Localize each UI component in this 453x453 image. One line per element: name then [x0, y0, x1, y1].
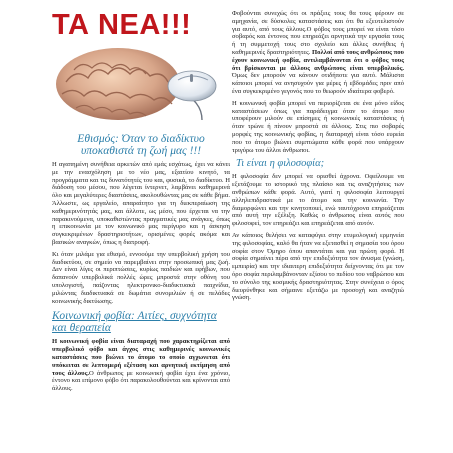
brain-icon [52, 46, 230, 130]
brain-mouse-illustration [52, 46, 230, 130]
left-column [52, 10, 230, 397]
article-heading-philosophy: Τι είναι η φιλοσοφία; [236, 158, 325, 170]
page-title: ΤΑ ΝΕΑ!!! [52, 9, 192, 41]
right-column [232, 10, 404, 306]
article-heading-social-phobia: Κοινωνική φοβία: Αιτίες, συχνότητα και θεραπεία [52, 310, 217, 335]
bold-text: Η κοινωνική φοβία είναι διαταραχή που χαρακτηρίζεται από υπερβολικό φόβο και άγχος στις καθημερινές κοινωνικές καταστάσεις που βιώνει το άτομο το οποίο αγχωνεται ότι υπόκειται σε λεπτομερή εξέταση και αρνητική εκτίμηση από τους άλλους. [52, 338, 230, 377]
paragraph: Η κοινωνική φοβία είναι διαταραχή που χαρακτηρίζεται από υπερβολικό φόβο και άγχος στις καθημερινές κοινωνικές καταστάσεις που βιώνει το άτομο το οποίο αγχωνεται ότι υπόκειται σε λεπτομερή εξέταση και αρνητική εκτίμηση από τους άλλους.Ο άνθρωπος με κοινωνική φοβία έχει ένα χρόνιο, έντονο και επίμονο φόβο ότι παρακολουθούνται και κρίνονται από άλλους. [52, 338, 230, 393]
paragraph: Αν κάποιος θελήσει να καταφύγει στην ετυμολογική ερμηνεία της φιλοσοφίας, καλό θα ήταν να εξετασθεί η σημασία του όρου σοφία στον Όμηρο όπου απαντάται και για πρώτη φορά. Η σοφία σημαίνει πέρα από την επιδεξιότητα τον άνυσμα (γνώση, εμπειρία) και την ιδιαιτερη επιδεξιότητα δείχνοντας ότι με τον όρο σοφία περιλαμβάνονταν εξίσου το πεδίου του ναβρώπου και το σύνολο της κοσμικής δραστηριότητας. Στην συνέχεια ο όρος διευρύνθηκε και σήμαινε εξετάζω με προσοχή και αναζητώ γνώση. [232, 231, 404, 302]
paragraph: Η φιλοσοφία δεν μπορεί να ορισθεί άχρονα. Οφείλουμε να εξετάζουμε το ιστορικό της πλαίσιο και τις αναζητήσεις των ανθρώπων κάθε φορά. Αυτό, γιατί η φιλοσοφία λειτουργεί αλληλεπιδραστικά με το άτομο και την κοινωνία. Την διαμορφώνει και την κινητοποιεί, ενώ ταυτόχρονα επηρεάζεται από αυτή την εξέλιξη. Καθώς ο άνθρωπος είναι αυτός που φιλοσοφεί, τον επηρεάζει και επηρεάζεται από αυτόν. [232, 173, 404, 228]
paragraph: Κι όταν μιλάμε για εθισμό, εννοούμε την υπερβολική χρήση του διαδικτύου, σε σημείο να παρεμβαίνει στην προσωπική μας ζωή. Δεν είναι λίγες οι περιπτώσεις, κυρίως παιδιών και εφήβων, που δαπανούν υπερβολικά πολλές ώρες μπροστά στην οθόνη του υπολογιστή, παίζοντας ηλεκτρονικο-διαδικτυακά παιχνίδια, μιλώντας διαδικτυακά σε δωμάτια συνομιλιών ή σε πελάδες κοινωνικής δικτύωσης. [52, 250, 230, 305]
paragraph: Φοβούνται συνεχώς ότι οι πράξεις τους θα τους φέρουν σε αμηχανία, σε δύσκολες καταστάσεις και ότι θα εξευτελιστούν για αυτό, από τους άλλους.Ο φόβος τους μπορεί να είναι τόσο σοβαρός και έντονος που επηρεάζει αρνητικά την εργασία τους ή τη συμμετοχή τους στο σχολείο και άλλες συνήθεις ή καθημερινές δραστηριότητες. Πολλοί από τους ανθρώπους που έχουν κοινωνική φοβία, αντιλαμβάνονται ότι ο φόβος τους ότι βρίσκονται με άλλους ανθρώπους είναι υπερβολικός. Όμως δεν μπορούν να κάνουν οτιδήποτε για αυτό. Μάλιστα κάποιοι μπορεί να ανησυχούν για μέρες ή εβδομάδες πριν από ένα συγκεκριμένο γεγονός που το θεωρούν ιδιαίτερα φοβερό. [232, 10, 404, 95]
paragraph: Η αγαπημένη συνήθεια αρκετών από εμάς εσχάτως, έχει να κάνει με την ενασχόληση με το νέο μας, εξαιτίου κινητό, τα προγράμματα και τις δυνατότητές του και, φυσικά, το διαδίκτυο. Η διάδοση του μέσου, που λέγεται ίντερνετ, λαμβάνει καθημερινά όλο και μεγαλύτερες διαστάσεις, ακολουθώντας μας σε κάθε βήμα. Άλλωστε, ως εργαλείο, απαραίτητο για τη διεκπεραίωση της καθημερινότητάς μας, και άλλοτε, ως μέσο, που έρχεται να την παρακινούμενα, υποκαθιστώντας πραγματικές μας ανάγκες, όπως η επικοινωνία με τον κοινωνικό μας περίγυρο και η άσκηση συγκεκριμένων δραστηριοτήτων, ορισμένες φορές ακόμα και βασικών αναγκών, όπως η διατροφή. [52, 161, 230, 246]
bold-text: Πολλοί από τους ανθρώπους που έχουν κοινωνική φοβία, αντιλαμβάνονται ότι ο φόβος τους ότι βρίσκονται με άλλους ανθρώπους είναι υπερβολικός. [232, 48, 404, 72]
paragraph: Η κοινωνική φοβία μπορεί να περιορίζεται σε ένα μόνο είδος καταστάσεων όπως για παράδειγμα όταν το άτομο που υποφέρουν μιλούν σε επίσημες ή κοινωνικές καταστάσεις ή όταν τρώνε ή πίνουν μπροστά σε άλλους. Στις πιο σοβαρές μορφές της κοινωνικής φοβίας, η διαταραχή είναι τόσο ευρεία που το άτομο βιώνει συμπτώματα κάθε φορά που υπάρχουν τριγύρω του άλλοι άνθρωποι. [232, 99, 404, 154]
article-heading-internet-addiction: Εθισμός: Όταν το διαδίκτυο υποκαθιστά τη ζωή μας !!! [77, 133, 205, 157]
